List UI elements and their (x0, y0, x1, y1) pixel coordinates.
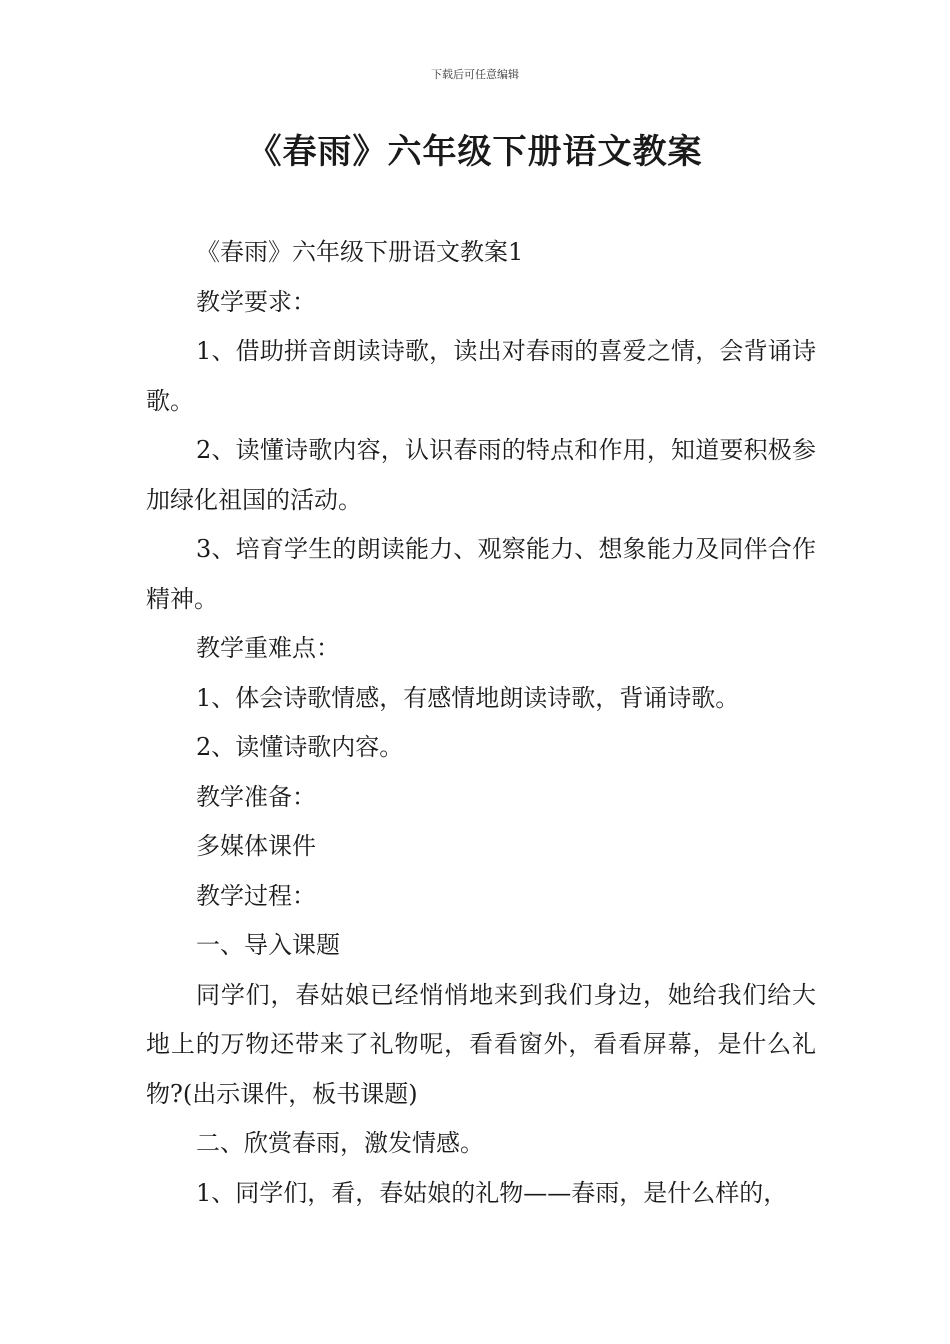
paragraph: 二、欣赏春雨，激发情感。 (196, 1129, 484, 1157)
paragraph: 一、导入课题 (196, 931, 340, 959)
paragraph: 2、读懂诗歌内容，认识春雨的特点和作用，知道要积极参加绿化祖国的活动。 (146, 436, 816, 514)
paragraph: 教学过程： (196, 881, 316, 910)
paragraph: 3、培育学生的朗读能力、观察能力、想象能力及同伴合作精神。 (146, 535, 816, 613)
document-title: 《春雨》六年级下册语文教案 (247, 132, 703, 172)
paragraph: 1、借助拼音朗读诗歌，读出对春雨的喜爱之情，会背诵诗歌。 (146, 337, 816, 415)
paragraph: 教学要求： (196, 287, 316, 316)
document-body (146, 228, 816, 1218)
paragraph: 1、体会诗歌情感，有感情地朗读诗歌，背诵诗歌。 (196, 683, 740, 712)
paragraph: 多媒体课件 (196, 832, 316, 860)
header-note: 下载后可任意编辑 (431, 68, 519, 81)
paragraph: 《春雨》六年级下册语文教案1 (196, 238, 524, 266)
paragraph: 教学重难点： (196, 634, 340, 662)
paragraph: 1、同学们，看，春姑娘的礼物——春雨，是什么样的， (196, 1178, 788, 1207)
paragraph: 教学准备： (196, 782, 316, 811)
paragraph: 2、读懂诗歌内容。 (196, 733, 404, 761)
paragraph: 同学们，春姑娘已经悄悄地来到我们身边，她给我们给大地上的万物还带来了礼物呢，看看窗外，看看屏幕，是什么礼物?(出示课件，板书课题) (146, 980, 816, 1108)
